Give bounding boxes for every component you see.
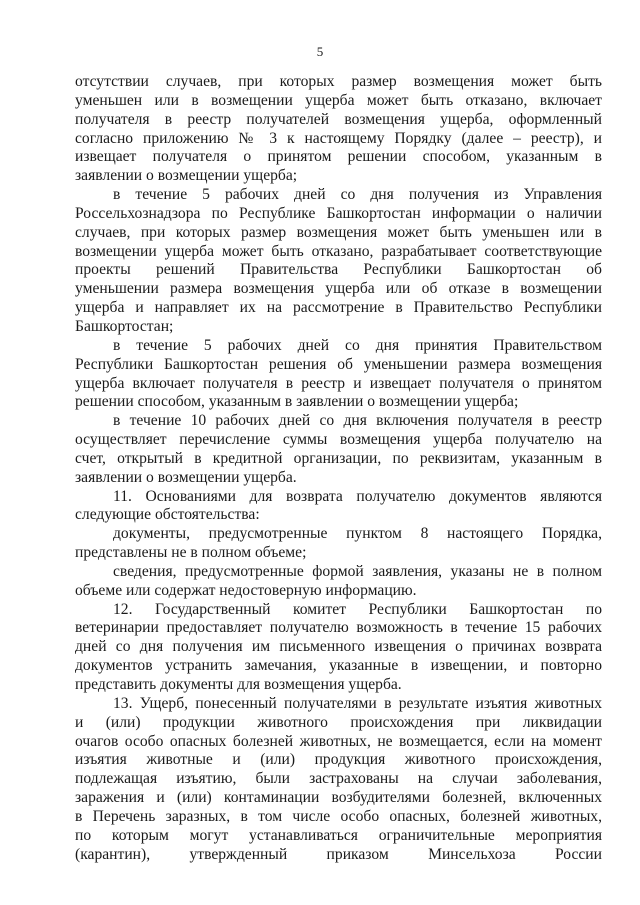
text-line: изъятия животные и (или) продукция животного происхождения,: [75, 751, 602, 769]
text-line: осуществляет перечисление суммы возмещения ущерба получателю на: [75, 431, 602, 449]
text-line: в течение 5 рабочих дней со дня получения из Управления: [113, 186, 602, 204]
text-line: 12. Государственный комитет Республики Башкортостан по: [113, 600, 602, 618]
text-line: подлежащая изъятию, были застрахованы на случаи заболевания,: [75, 770, 602, 788]
text-line: объеме или содержат недостоверную информацию.: [75, 581, 417, 599]
text-line: (карантин), утвержденный приказом Минсельхоза России: [75, 845, 602, 863]
text-line: счет, открытый в кредитной организации, по реквизитам, указанным в: [75, 449, 602, 467]
text-line: уменьшении размера возмещения ущерба или об отказе в возмещении: [75, 280, 602, 298]
text-line: ветеринарии предоставляет получателю возможность в течение 15 рабочих: [75, 619, 602, 637]
text-line: Республики Башкортостан решения об уменьшении размера возмещения: [75, 355, 602, 373]
text-line: в Перечень заразных, в том числе особо опасных, болезней животных,: [75, 807, 602, 825]
text-line: и (или) продукции животного происхождения при ликвидации: [75, 713, 602, 731]
text-line: заявлении о возмещении ущерба;: [75, 167, 298, 185]
text-line: в течение 10 рабочих дней со дня включения получателя в реестр: [113, 412, 602, 430]
text-line: дней со дня получения им письменного извещения о причинах возврата: [75, 638, 602, 656]
text-line: извещает получателя о принятом решении способом, указанным в: [75, 148, 602, 166]
page-number: 5: [316, 44, 324, 59]
text-line: документы, предусмотренные пунктом 8 настоящего Порядка,: [113, 525, 602, 543]
text-line: представить документы для возмещения ущерба.: [75, 676, 402, 693]
text-line: по которым могут устанавливаться ограничительные мероприятия: [75, 826, 602, 844]
text-line: заявлении о возмещении ущерба.: [75, 468, 297, 486]
text-line: очагов особо опасных болезней животных, не возмещается, если на момент: [75, 732, 602, 750]
text-line: Россельхознадзора по Республике Башкортостан информации о наличии: [75, 204, 602, 222]
text-line: 11. Основаниями для возврата получателю документов являются: [113, 487, 602, 505]
text-line: согласно приложению № 3 к настоящему Порядку (далее – реестр), и: [75, 129, 602, 147]
text-line: ущерба включает получателя в реестр и извещает получателя о принятом: [75, 374, 602, 392]
document-body: [75, 73, 602, 864]
text-line: следующие обстоятельства:: [75, 506, 260, 524]
text-line: документов устранить замечания, указанные в извещении, и повторно: [75, 657, 602, 675]
text-line: заражения и (или) контаминации возбудителями болезней, включенных: [75, 789, 602, 807]
text-line: представлены не в полном объеме;: [75, 544, 307, 562]
text-line: получателя в реестр получателей возмещения ущерба, оформленный: [75, 110, 602, 128]
text-line: уменьшен или в возмещении ущерба может быть отказано, включает: [75, 91, 602, 109]
text-line: сведения, предусмотренные формой заявления, указаны не в полном: [113, 562, 602, 580]
text-line: решении способом, указанным в заявлении о возмещении ущерба;: [75, 393, 519, 411]
text-line: отсутствии случаев, при которых размер возмещения может быть: [75, 73, 602, 90]
text-line: Башкортостан;: [75, 317, 174, 335]
text-line: в течение 5 рабочих дней со дня принятия Правительством: [113, 336, 602, 354]
text-line: ущерба и направляет их на рассмотрение в Правительство Республики: [75, 299, 602, 317]
text-line: проекты решений Правительства Республики Башкортостан об: [75, 261, 602, 279]
text-line: возмещении ущерба может быть отказано, разрабатывает соответствующие: [75, 242, 602, 260]
text-line: случаев, при которых размер возмещения может быть уменьшен или в: [75, 223, 602, 241]
text-line: 13. Ущерб, понесенный получателями в результате изъятия животных: [113, 694, 602, 712]
